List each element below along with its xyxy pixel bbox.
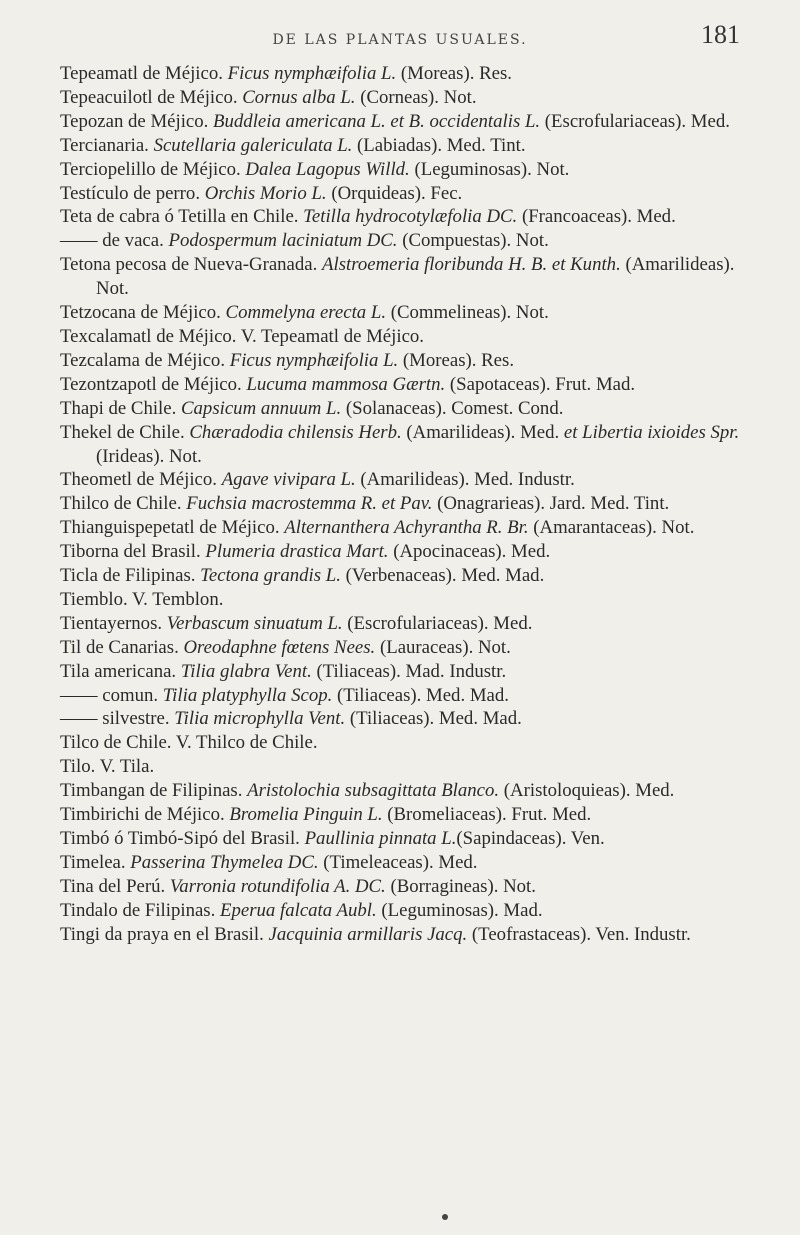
- entry-family-uses: (Moreas). Res.: [396, 63, 512, 84]
- entry-scientific-name: Podospermum laciniatum DC.: [168, 230, 398, 252]
- entry-common-name: Tilo. V. Tila.: [60, 756, 155, 778]
- entry: [60, 875, 760, 899]
- entry-family-uses: (Onagrarieas). Jard. Med. Tint.: [432, 493, 670, 515]
- entry-family-uses: (Irideas). Not.: [96, 445, 202, 467]
- entry-common-name: Testículo de perro.: [60, 182, 205, 204]
- entry: [60, 229, 760, 253]
- entry: [60, 923, 760, 947]
- entry-common-name: Ticla de Filipinas.: [60, 565, 201, 587]
- entry-scientific-name: Tectona grandis L.: [200, 565, 341, 587]
- entry-scientific-name: Lucuma mammosa Gærtn.: [246, 373, 446, 395]
- entry-scientific-name: Chæradodia chilensis Herb.: [189, 421, 402, 443]
- entry-scientific-name: Passerina Thymelea DC.: [130, 851, 319, 873]
- entry-common-name: Tiborna del Brasil.: [60, 541, 206, 563]
- entry-common-name: Tezontzapotl de Méjico.: [60, 373, 247, 395]
- entry: [60, 636, 760, 660]
- entry-common-name: Tepozan de Méjico.: [60, 110, 214, 132]
- entry-scientific-name: Orchis Morio L.: [204, 182, 327, 204]
- entry-family-uses: (Escrofulariaceas). Med.: [342, 612, 533, 634]
- entry-family-uses: (Commelineas). Not.: [386, 302, 549, 324]
- entry-family-uses: (Sapindaceas). Ven.: [456, 828, 605, 849]
- entry-scientific-name: Bromelia Pinguin L.: [229, 804, 383, 826]
- entry: [60, 373, 760, 397]
- entry: [60, 397, 760, 421]
- entry: [60, 158, 760, 182]
- entry-family-uses: (Amarilideas). Med.: [401, 421, 564, 443]
- entry-family-uses: (Compuestas). Not.: [397, 230, 549, 252]
- entry-common-name: Tezcalama de Méjico.: [60, 349, 230, 371]
- entry-family-uses: (Teofrastaceas). Ven. Industr.: [467, 923, 691, 945]
- entry-scientific-name: Ficus nymphæifolia L.: [229, 349, 399, 371]
- entry: [60, 62, 760, 86]
- entry-family-uses: (Timeleaceas). Med.: [318, 851, 478, 873]
- entry-common-name: Tetzocana de Méjico.: [60, 302, 226, 324]
- entry-family-uses: (Leguminosas). Mad.: [376, 899, 543, 921]
- entry-family-uses: (Amarilideas). Med. Industr.: [355, 469, 575, 491]
- entry: [60, 516, 760, 540]
- entry: [60, 755, 760, 779]
- entry: [60, 851, 760, 875]
- entry-family-uses: (Apocinaceas). Med.: [388, 541, 551, 563]
- entry: [60, 899, 760, 923]
- entry-family-uses: (Lauraceas). Not.: [375, 636, 511, 658]
- entry-family-uses: (Aristoloquieas). Med.: [499, 780, 675, 802]
- entry-common-name: Tindalo de Filipinas.: [60, 899, 221, 921]
- entry: [60, 540, 760, 564]
- entry-scientific-name: Verbascum sinuatum L.: [166, 612, 343, 634]
- printer-mark: [442, 1214, 448, 1220]
- entry: [60, 349, 760, 373]
- entry: [60, 588, 760, 612]
- entry-family-uses: (Corneas). Not.: [355, 86, 477, 108]
- entry-common-name: Tina del Perú.: [60, 875, 170, 897]
- entry-common-name: Tetona pecosa de Nueva-Granada.: [60, 254, 323, 276]
- entry-common-name: Texcalamatl de Méjico. V. Tepeamatl de Méjico.: [60, 325, 425, 347]
- entry-scientific-name: Commelyna erecta L.: [225, 302, 387, 324]
- entry-scientific-name: Paullinia pinnata L.: [304, 828, 457, 849]
- entry-common-name: Timbangan de Filipinas.: [60, 780, 248, 802]
- entry-common-name: Thekel de Chile.: [60, 421, 190, 443]
- entry: [60, 110, 760, 134]
- entry-family-uses: (Moreas). Res.: [398, 349, 515, 371]
- entry-family-uses: (Tiliaceas). Med. Mad.: [332, 684, 509, 706]
- entry-family-uses: (Bromeliaceas). Frut. Med.: [382, 804, 592, 826]
- entry-scientific-name: Tetilla hydrocotylæfolia DC.: [303, 206, 518, 228]
- entry-scientific-name: Eperua falcata Aubl.: [220, 899, 377, 921]
- entry-common-name: Til de Canarias.: [60, 636, 184, 658]
- entry-common-name: Thilco de Chile.: [60, 493, 187, 515]
- entry: [60, 707, 760, 731]
- running-head: [0, 18, 800, 58]
- entry-common-name: Tiemblo. V. Temblon.: [60, 588, 224, 610]
- entry-scientific-name: Dalea Lagopus Willd.: [245, 158, 410, 180]
- entry-scientific-name: et Libertia ixioides Spr.: [563, 421, 740, 443]
- entry: [60, 731, 760, 755]
- entry-scientific-name: Capsicum annuum L.: [181, 397, 342, 419]
- entry-family-uses: (Tiliaceas). Med. Mad.: [345, 708, 522, 730]
- entry: [60, 134, 760, 158]
- entry-scientific-name: Alternanthera Achyrantha R. Br.: [284, 517, 529, 539]
- entry-scientific-name: Ficus nymphæifolia L.: [227, 63, 397, 84]
- entry-family-uses: (Amarilideas). Not.: [96, 254, 735, 300]
- entry-common-name: —— comun.: [60, 684, 163, 706]
- entry: [60, 564, 760, 588]
- page-number: 181: [701, 20, 740, 49]
- entry-family-uses: (Leguminosas). Not.: [409, 158, 570, 180]
- entry-common-name: Thianguispepetatl de Méjico.: [60, 517, 285, 539]
- entry-common-name: Timbó ó Timbó-Sipó del Brasil.: [60, 828, 305, 849]
- entry-scientific-name: Tilia platyphylla Scop.: [162, 684, 333, 706]
- entry-family-uses: (Francoaceas). Med.: [517, 206, 676, 228]
- entry-scientific-name: Alstroemeria floribunda H. B. et Kunth.: [322, 254, 621, 276]
- entry: [60, 86, 760, 110]
- entry-scientific-name: Cornus alba L.: [242, 86, 356, 108]
- entry: [60, 612, 760, 636]
- entry-common-name: Tercianaria.: [60, 134, 154, 156]
- entry-scientific-name: Tilia glabra Vent.: [180, 660, 312, 682]
- entry-family-uses: (Amarantaceas). Not.: [528, 517, 695, 539]
- entry-common-name: Tingi da praya en el Brasil.: [60, 923, 269, 945]
- entry-list: [60, 62, 760, 947]
- running-title: DE LAS PLANTAS USUALES.: [272, 32, 528, 48]
- entry-common-name: Tepeacuilotl de Méjico.: [60, 86, 243, 108]
- entry: [60, 253, 760, 301]
- entry-common-name: Terciopelillo de Méjico.: [60, 158, 246, 180]
- entry-family-uses: (Orquideas). Fec.: [326, 182, 463, 204]
- entry-common-name: —— silvestre.: [60, 708, 175, 730]
- entry: [60, 325, 760, 349]
- entry-common-name: Tepeamatl de Méjico.: [60, 63, 228, 84]
- entry-family-uses: (Verbenaceas). Med. Mad.: [340, 565, 545, 587]
- entry: [60, 827, 760, 851]
- entry: [60, 779, 760, 803]
- entry-scientific-name: Jacquinia armillaris Jacq.: [268, 923, 468, 945]
- entry: [60, 660, 760, 684]
- entry-common-name: —— de vaca.: [60, 230, 169, 252]
- entry-common-name: Timelea.: [60, 851, 131, 873]
- entry: [60, 182, 760, 206]
- entry-family-uses: (Escrofulariaceas). Med.: [540, 110, 730, 132]
- entry: [60, 205, 760, 229]
- entry-common-name: Timbirichi de Méjico.: [60, 804, 230, 826]
- entry: [60, 301, 760, 325]
- entry-scientific-name: Aristolochia subsagittata Blanco.: [247, 780, 500, 802]
- entry-common-name: Thapi de Chile.: [60, 397, 182, 419]
- entry-common-name: Tilco de Chile. V. Thilco de Chile.: [60, 732, 318, 754]
- entry-scientific-name: Varronia rotundifolia A. DC.: [169, 875, 386, 897]
- entry-scientific-name: Plumeria drastica Mart.: [205, 541, 389, 563]
- entry-family-uses: (Solanaceas). Comest. Cond.: [341, 397, 564, 419]
- entry: [60, 468, 760, 492]
- entry-scientific-name: Scutellaria galericulata L.: [153, 134, 353, 156]
- entry-scientific-name: Tilia microphylla Vent.: [174, 708, 346, 730]
- entry-family-uses: (Labiadas). Med. Tint.: [352, 134, 526, 156]
- entry-common-name: Teta de cabra ó Tetilla en Chile.: [60, 206, 304, 228]
- entry-scientific-name: Agave vivipara L.: [221, 469, 356, 491]
- entry-scientific-name: Fuchsia macrostemma R. et Pav.: [186, 493, 433, 515]
- entry: [60, 492, 760, 516]
- entry-common-name: Tientayernos.: [60, 612, 167, 634]
- entry-family-uses: (Tiliaceas). Mad. Industr.: [311, 660, 507, 682]
- entry: [60, 684, 760, 708]
- entry-family-uses: (Sapotaceas). Frut. Mad.: [445, 373, 636, 395]
- entry: [60, 421, 760, 469]
- entry-common-name: Theometl de Méjico.: [60, 469, 222, 491]
- entry-scientific-name: Buddleia americana L. et B. occidentalis L.: [213, 110, 541, 132]
- entry-family-uses: (Borragineas). Not.: [385, 875, 536, 897]
- entry-common-name: Tila americana.: [60, 660, 181, 682]
- entry: [60, 803, 760, 827]
- entry-scientific-name: Oreodaphne fœtens Nees.: [183, 636, 376, 658]
